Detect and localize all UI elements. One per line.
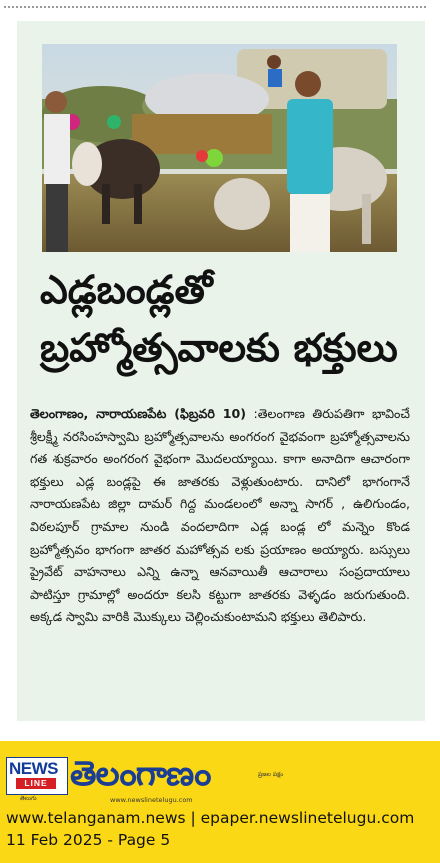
newsline-logo-sub: తెలుగు (20, 795, 37, 802)
footer-banner (0, 741, 440, 863)
masthead-site-url: www.newslinetelugu.com (110, 796, 193, 804)
article-dateline: తెలంగాణం, నారాయణపేట (ఫిబ్రవరి 10) (30, 406, 246, 421)
newsline-logo-line: LINE (16, 778, 56, 789)
headline-line-1: ఎడ్లబండ్లతో (40, 268, 213, 313)
newsline-logo (6, 757, 66, 803)
telanganam-masthead: తెలంగాణం (70, 754, 211, 794)
article-body (30, 403, 410, 629)
top-dotted-rule (4, 6, 426, 8)
footer-date-page: 11 Feb 2025 - Page 5 (6, 831, 171, 849)
headline (40, 262, 410, 378)
article-photo (42, 44, 397, 252)
newsline-logo-news: NEWS (9, 759, 58, 778)
footer-websites: www.telanganam.news | epaper.newslinetelugu.com (6, 809, 415, 827)
headline-line-2: బ్రహ్మోత్సవాలకు భక్తులు (40, 326, 398, 371)
article-text: :తెలంగాణ తిరుపతిగా భావించే శ్రీలక్ష్మీ నరసింహస్వామి బ్రహ్మోత్సవాలను అంగరంగ వైభవంగా బ్రహ్మోత్సవాలను గత శుక్రవారం అంగరంగ వైభంగా మొదలయ్యాయి. కాగా అనాదిగా ఆచారంగా భక్తులు ఎడ్ల బండ్లపై ఈ జాతరకు వెళ్లుతుంటారు. దానిలో భాగంగానే నారాయణపేట జిల్లా దామర్ గిద్ద మండలంలో అన్నా సాగర్ , ఉలిగుండం, విఠలపూర్ గ్రామాల నుండి వందలాదిగా ఎడ్ల బండ్ల లో మన్నెం కొండ బ్రహ్మోత్సవం భాగంగా జాతర మహోత్సవ లకు ప్రయాణం అయ్యారు. బస్సులు ప్రైవేట్ వాహనాలు ఎన్ని ఉన్నా ఆనవాయితీ ఆచారాలు సంప్రదాయాలు పాటిస్తూ గ్రామాల్లో అందరూ కలసి కట్టుగా జాతరకు వెళ్ళడం జరుగుతుంది. అక్కడ స్వామి వారికి మొక్కులు చెల్లించుకుంటామని భక్తులు తెలిపారు. (30, 406, 410, 625)
masthead-tagline: ప్రజల పక్షం (258, 771, 284, 778)
